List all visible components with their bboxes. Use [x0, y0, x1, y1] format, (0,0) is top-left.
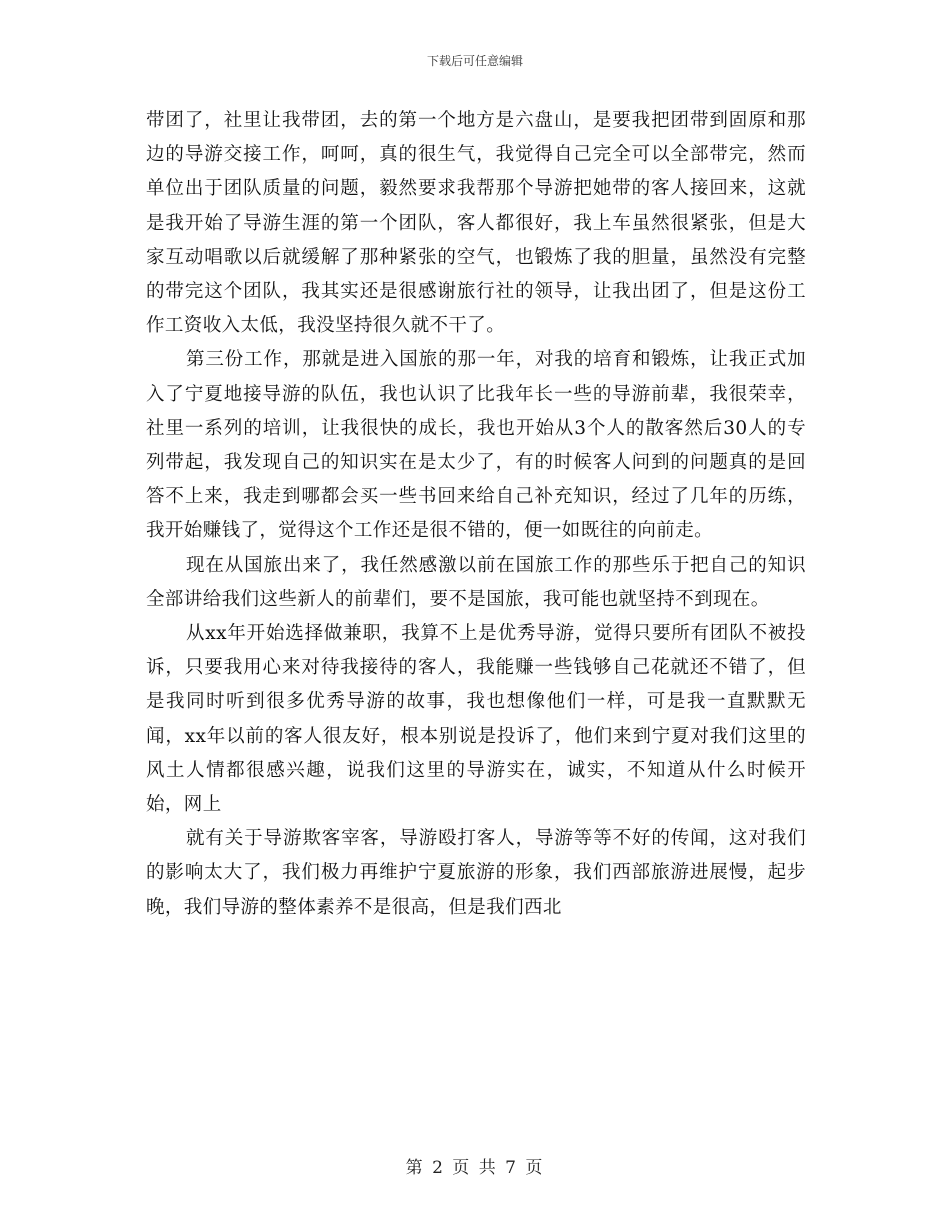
paragraph-2: 第三份工作，那就是进入国旅的那一年，对我的培育和锻炼，让我正式加入了宁夏地接导游的队伍，我也认识了比我年长一些的导游前辈，我很荣幸，社里一系列的培训，让我很快的成长，我也开始从3个人的散客然后30人的专列带起，我发现自己的知识实在是太少了，有的时候客人问到的问题真的是回答不上来，我走到哪都会买一些书回来给自己补充知识，经过了几年的历练，我开始赚钱了，觉得这个工作还是很不错的，便一如既往的向前走。: [146, 349, 806, 542]
document-body: [146, 104, 806, 925]
paragraph-5: 就有关于导游欺客宰客，导游殴打客人，导游等等不好的传闻，这对我们的影响太大了，我们极力再维护宁夏旅游的形象，我们西部旅游进展慢，起步晚，我们导游的整体素养不是很高，但是我们西北: [146, 828, 806, 918]
paragraph-1: 带团了，社里让我带团，去的第一个地方是六盘山，是要我把团带到固原和那边的导游交接工作，呵呵，真的很生气，我觉得自己完全可以全部带完，然而单位出于团队质量的问题，毅然要求我帮那个导游把她带的客人接回来，这就是我开始了导游生涯的第一个团队，客人都很好，我上车虽然很紧张，但是大家互动唱歌以后就缓解了那种紧张的空气，也锻炼了我的胆量，虽然没有完整的带完这个团队，我其实还是很感谢旅行社的领导，让我出团了，但是这份工作工资收入太低，我没坚持很久就不干了。: [146, 110, 806, 337]
paragraph-3: 现在从国旅出来了，我任然感激以前在国旅工作的那些乐于把自己的知识全部讲给我们这些新人的前辈们，要不是国旅，我可能也就坚持不到现在。: [146, 554, 806, 610]
paragraph-4: 从xx年开始选择做兼职，我算不上是优秀导游，觉得只要所有团队不被投诉，只要我用心来对待我接待的客人，我能赚一些钱够自己花就还不错了，但是我同时听到很多优秀导游的故事，我也想像他们一样，可是我一直默默无闻，xx年以前的客人很友好，根本别说是投诉了，他们来到宁夏对我们这里的风土人情都很感兴趣，说我们这里的导游实在，诚实，不知道从什么时候开始，网上: [146, 623, 806, 816]
page-number-footer: 第 2 页 共 7 页: [405, 1158, 545, 1178]
page-header: 下载后可任意编辑: [426, 54, 523, 68]
